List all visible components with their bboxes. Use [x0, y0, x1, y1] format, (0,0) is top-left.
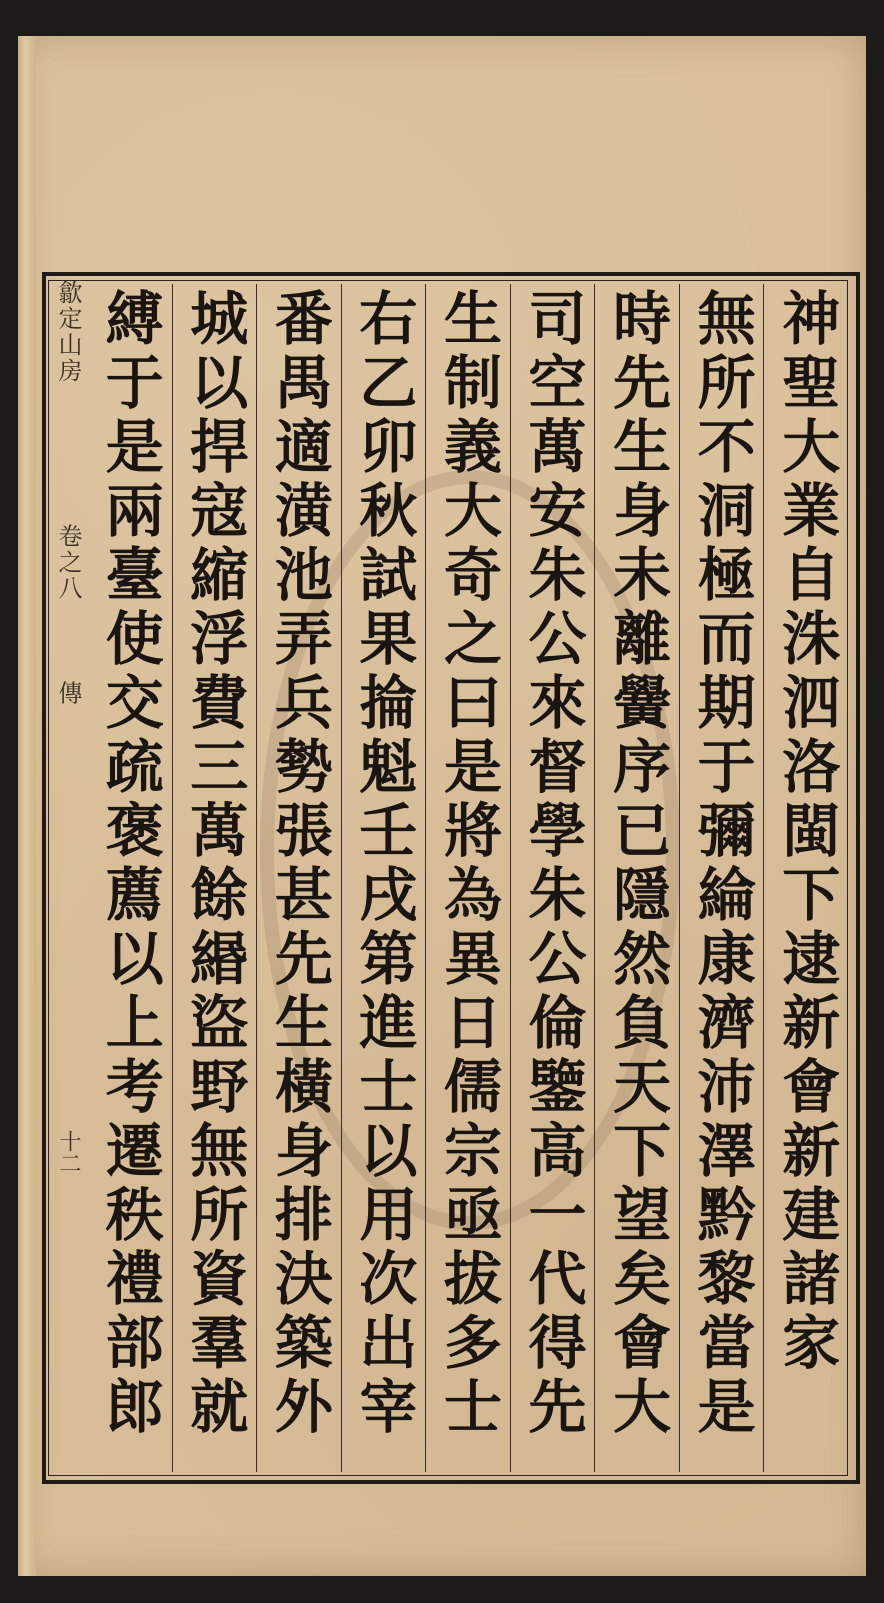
text-column	[256, 284, 341, 1472]
text-column	[341, 284, 426, 1472]
column-text: 司空萬安朱公來督學朱公倫鑒高一代得先	[518, 288, 587, 1440]
column-text: 生制義大奇之曰是將為異日儒宗亟拔多士	[433, 288, 502, 1440]
column-text: 城以捍寇縮浮費三萬餘緡盜野無所資羣就	[180, 288, 249, 1440]
banxin-leaf-number: 十二	[56, 1130, 81, 1174]
banxin-title: 歙定山房	[54, 280, 82, 384]
text-column	[679, 284, 764, 1472]
banxin-section: 傳	[54, 680, 82, 707]
text-column	[510, 284, 595, 1472]
text-column	[425, 284, 510, 1472]
text-column	[594, 284, 679, 1472]
banxin-label	[52, 280, 84, 707]
column-text: 右乙卯秋試果掄魁壬戌第進士以用次出宰	[349, 288, 418, 1440]
column-text: 縛于是兩臺使交疏褒薦以上考遷秩禮部郎	[95, 288, 164, 1440]
column-text: 番禺適潢池弄兵勢張甚先生橫身排決築外	[264, 288, 333, 1440]
text-column	[763, 284, 848, 1472]
banxin-volume: 卷之八	[54, 523, 82, 602]
column-text: 時先生身未離黌序已隱然負天下望矣會大	[603, 288, 672, 1440]
text-columns	[88, 284, 848, 1472]
text-column	[88, 284, 172, 1472]
page-fore-edge	[18, 36, 36, 1576]
column-text: 無所不洞極而期于彌綸康濟沛澤黔黎當是	[687, 288, 756, 1440]
column-text: 神聖大業自洙泗洛閩下逮新會新建諸家	[772, 288, 841, 1376]
text-column	[172, 284, 257, 1472]
